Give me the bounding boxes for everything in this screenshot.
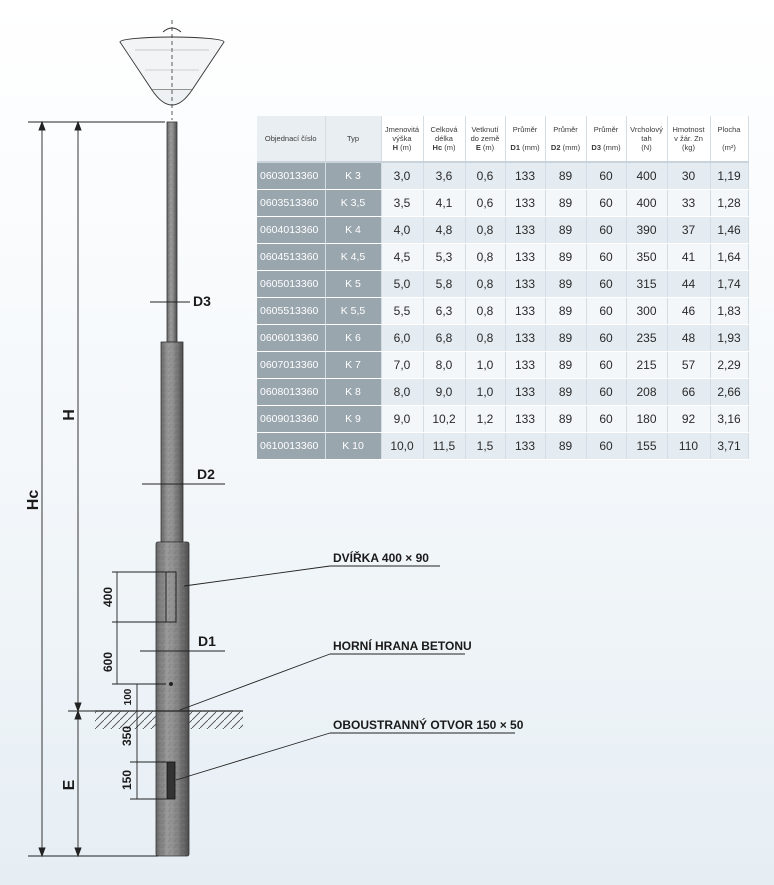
cell-d2: 89 xyxy=(545,406,586,433)
cell-weight: 37 xyxy=(667,217,710,244)
cell-type: K 10 xyxy=(325,433,381,460)
cell-order-number: 0606013360 xyxy=(257,325,325,352)
cell-total-length: 5,3 xyxy=(423,244,465,271)
header-text: v žár. Zn xyxy=(674,134,703,143)
table-row xyxy=(257,352,748,379)
cell-nominal-height: 10,0 xyxy=(381,433,423,460)
header-text: tah xyxy=(641,134,652,143)
cell-total-length: 4,1 xyxy=(423,190,465,217)
cell-d2: 89 xyxy=(545,162,586,190)
table-row xyxy=(257,162,748,190)
e-label: E xyxy=(61,779,78,791)
header-nominal-height xyxy=(381,116,423,162)
cell-embedment: 0,8 xyxy=(465,298,505,325)
header-symbol: H xyxy=(392,143,399,152)
header-d3 xyxy=(586,116,626,162)
table-body xyxy=(257,162,748,460)
header-order-number xyxy=(257,116,325,162)
cell-type: K 4 xyxy=(325,217,381,244)
header-text: Celková xyxy=(430,125,458,134)
cell-total-length: 9,0 xyxy=(423,379,465,406)
cell-d1: 133 xyxy=(505,298,545,325)
concrete-callout: HORNÍ HRANA BETONU xyxy=(333,639,472,653)
cell-d3: 60 xyxy=(586,217,626,244)
header-unit: (m²) xyxy=(722,143,736,152)
cell-d1: 133 xyxy=(505,325,545,352)
cell-order-number: 0605513360 xyxy=(257,298,325,325)
header-unit: (mm) xyxy=(522,143,540,152)
table-row xyxy=(257,298,748,325)
cell-total-length: 6,8 xyxy=(423,325,465,352)
ground-offset-label: 100 xyxy=(123,688,134,706)
cell-d2: 89 xyxy=(545,217,586,244)
cell-embedment: 0,8 xyxy=(465,217,505,244)
cell-area: 1,64 xyxy=(710,244,748,271)
hole-height-label: 150 xyxy=(120,769,134,791)
cell-nominal-height: 5,5 xyxy=(381,298,423,325)
cell-weight: 46 xyxy=(667,298,710,325)
pole-shaft xyxy=(156,122,189,856)
table-row xyxy=(257,379,748,406)
header-top-load xyxy=(626,116,667,162)
header-d2 xyxy=(545,116,586,162)
cell-top-load: 300 xyxy=(626,298,667,325)
cell-total-length: 4,8 xyxy=(423,217,465,244)
header-symbol: E xyxy=(475,143,481,152)
header-unit: (m) xyxy=(444,143,456,152)
cell-total-length: 6,3 xyxy=(423,298,465,325)
header-text: Vetknutí xyxy=(471,125,499,134)
cell-d1: 133 xyxy=(505,406,545,433)
cell-weight: 92 xyxy=(667,406,710,433)
cell-d3: 60 xyxy=(586,162,626,190)
header-area xyxy=(710,116,748,162)
cell-type: K 5 xyxy=(325,271,381,298)
cell-embedment: 1,0 xyxy=(465,352,505,379)
header-text: Průměr xyxy=(553,125,578,134)
header-text: do země xyxy=(470,134,500,143)
table-row xyxy=(257,217,748,244)
cell-order-number: 0607013360 xyxy=(257,352,325,379)
d2-label: D2 xyxy=(197,466,215,482)
header-unit: (m) xyxy=(482,143,495,152)
door-callout: DVÍŘKA 400 × 90 xyxy=(333,551,429,565)
cell-d1: 133 xyxy=(505,379,545,406)
cell-total-length: 10,2 xyxy=(423,406,465,433)
cell-area: 3,16 xyxy=(710,406,748,433)
header-unit: (m) xyxy=(400,143,412,152)
cell-type: K 5,5 xyxy=(325,298,381,325)
cell-top-load: 235 xyxy=(626,325,667,352)
cell-d3: 60 xyxy=(586,352,626,379)
header-text: Typ xyxy=(346,134,360,143)
cell-total-length: 11,5 xyxy=(423,433,465,460)
cell-d1: 133 xyxy=(505,217,545,244)
cell-weight: 41 xyxy=(667,244,710,271)
cell-area: 1,19 xyxy=(710,162,748,190)
hole-callout: OBOUSTRANNÝ OTVOR 150 × 50 xyxy=(333,718,524,732)
cell-nominal-height: 4,5 xyxy=(381,244,423,271)
cell-d3: 60 xyxy=(586,433,626,460)
cell-d2: 89 xyxy=(545,190,586,217)
header-text: Jmenovitá xyxy=(384,125,420,134)
hc-label: Hc xyxy=(25,489,42,511)
cell-weight: 44 xyxy=(667,271,710,298)
cell-nominal-height: 7,0 xyxy=(381,352,423,379)
cell-nominal-height: 3,0 xyxy=(381,162,423,190)
header-unit: (kg) xyxy=(682,143,695,152)
cell-order-number: 0609013360 xyxy=(257,406,325,433)
cell-embedment: 0,6 xyxy=(465,190,505,217)
cell-area: 2,66 xyxy=(710,379,748,406)
cell-area: 3,71 xyxy=(710,433,748,460)
cell-d3: 60 xyxy=(586,190,626,217)
cell-d1: 133 xyxy=(505,190,545,217)
cell-area: 1,93 xyxy=(710,325,748,352)
cell-total-length: 8,0 xyxy=(423,352,465,379)
cell-top-load: 400 xyxy=(626,162,667,190)
cell-d1: 133 xyxy=(505,352,545,379)
cell-weight: 33 xyxy=(667,190,710,217)
cell-d2: 89 xyxy=(545,271,586,298)
cell-area: 1,28 xyxy=(710,190,748,217)
cell-d1: 133 xyxy=(505,271,545,298)
door-offset-label: 600 xyxy=(101,651,115,673)
cell-embedment: 0,8 xyxy=(465,325,505,352)
table-row xyxy=(257,271,748,298)
hole-offset-label: 350 xyxy=(120,725,134,747)
cell-area: 1,74 xyxy=(710,271,748,298)
header-text: Průměr xyxy=(593,125,619,134)
cell-embedment: 0,6 xyxy=(465,162,505,190)
header-type xyxy=(325,116,381,162)
table-row xyxy=(257,433,748,460)
cell-top-load: 400 xyxy=(626,190,667,217)
header-total-length xyxy=(423,116,465,162)
cell-area: 1,83 xyxy=(710,298,748,325)
cell-d2: 89 xyxy=(545,352,586,379)
cell-top-load: 155 xyxy=(626,433,667,460)
cell-order-number: 0604513360 xyxy=(257,244,325,271)
header-weight xyxy=(667,116,710,162)
cell-top-load: 350 xyxy=(626,244,667,271)
d3-label: D3 xyxy=(193,293,211,309)
cell-embedment: 1,2 xyxy=(465,406,505,433)
header-unit: (mm) xyxy=(603,143,621,152)
cell-weight: 57 xyxy=(667,352,710,379)
header-symbol: D1 xyxy=(510,143,520,152)
cell-nominal-height: 6,0 xyxy=(381,325,423,352)
header-text: délka xyxy=(435,134,453,143)
cell-order-number: 0604013360 xyxy=(257,217,325,244)
cell-top-load: 180 xyxy=(626,406,667,433)
d1-label: D1 xyxy=(198,633,216,649)
table-row xyxy=(257,244,748,271)
cell-total-length: 5,8 xyxy=(423,271,465,298)
header-text: Objednací číslo xyxy=(264,134,317,143)
cell-weight: 110 xyxy=(667,433,710,460)
table-row xyxy=(257,325,748,352)
cell-d2: 89 xyxy=(545,244,586,271)
cell-embedment: 0,8 xyxy=(465,244,505,271)
cell-order-number: 0605013360 xyxy=(257,271,325,298)
header-text: Průměr xyxy=(512,125,538,134)
cell-weight: 48 xyxy=(667,325,710,352)
cell-order-number: 0610013360 xyxy=(257,433,325,460)
cell-area: 2,29 xyxy=(710,352,748,379)
cell-embedment: 0,8 xyxy=(465,271,505,298)
cell-top-load: 315 xyxy=(626,271,667,298)
cell-d1: 133 xyxy=(505,244,545,271)
cell-order-number: 0608013360 xyxy=(257,379,325,406)
cell-d3: 60 xyxy=(586,271,626,298)
cell-embedment: 1,5 xyxy=(465,433,505,460)
cell-d2: 89 xyxy=(545,325,586,352)
cell-d2: 89 xyxy=(545,379,586,406)
cell-d1: 133 xyxy=(505,433,545,460)
cell-total-length: 3,6 xyxy=(423,162,465,190)
cell-nominal-height: 4,0 xyxy=(381,217,423,244)
cell-d1: 133 xyxy=(505,162,545,190)
table-header-row xyxy=(257,116,748,162)
h-label: H xyxy=(61,409,78,421)
cell-order-number: 0603513360 xyxy=(257,190,325,217)
cell-nominal-height: 5,0 xyxy=(381,271,423,298)
cell-type: K 4,5 xyxy=(325,244,381,271)
cell-nominal-height: 3,5 xyxy=(381,190,423,217)
table-row xyxy=(257,190,748,217)
cell-type: K 9 xyxy=(325,406,381,433)
cell-type: K 3 xyxy=(325,162,381,190)
cell-d2: 89 xyxy=(545,298,586,325)
cell-embedment: 1,0 xyxy=(465,379,505,406)
table-row xyxy=(257,406,748,433)
cell-d3: 60 xyxy=(586,379,626,406)
cell-d3: 60 xyxy=(586,325,626,352)
header-text: Hmotnost xyxy=(672,125,705,134)
header-text: výška xyxy=(392,134,412,143)
cell-nominal-height: 9,0 xyxy=(381,406,423,433)
door-height-label: 400 xyxy=(101,586,115,608)
header-text: Vrcholový xyxy=(630,125,663,134)
specification-table xyxy=(257,116,749,460)
cell-nominal-height: 8,0 xyxy=(381,379,423,406)
cell-top-load: 215 xyxy=(626,352,667,379)
cell-d3: 60 xyxy=(586,298,626,325)
cell-d3: 60 xyxy=(586,244,626,271)
cell-order-number: 0603013360 xyxy=(257,162,325,190)
header-embedment xyxy=(465,116,505,162)
cell-d2: 89 xyxy=(545,433,586,460)
lamp-fixture xyxy=(120,20,224,120)
header-symbol: Hc xyxy=(432,143,443,152)
cell-weight: 30 xyxy=(667,162,710,190)
cell-top-load: 208 xyxy=(626,379,667,406)
header-d1 xyxy=(505,116,545,162)
cell-type: K 7 xyxy=(325,352,381,379)
header-unit: (mm) xyxy=(562,143,581,152)
header-unit: (N) xyxy=(641,143,652,152)
cell-type: K 6 xyxy=(325,325,381,352)
cell-weight: 66 xyxy=(667,379,710,406)
cell-type: K 3,5 xyxy=(325,190,381,217)
cell-d3: 60 xyxy=(586,406,626,433)
cell-area: 1,46 xyxy=(710,217,748,244)
header-symbol: D3 xyxy=(591,143,601,152)
cell-top-load: 390 xyxy=(626,217,667,244)
cell-type: K 8 xyxy=(325,379,381,406)
header-symbol: D2 xyxy=(550,143,561,152)
header-text: Plocha xyxy=(717,125,741,134)
